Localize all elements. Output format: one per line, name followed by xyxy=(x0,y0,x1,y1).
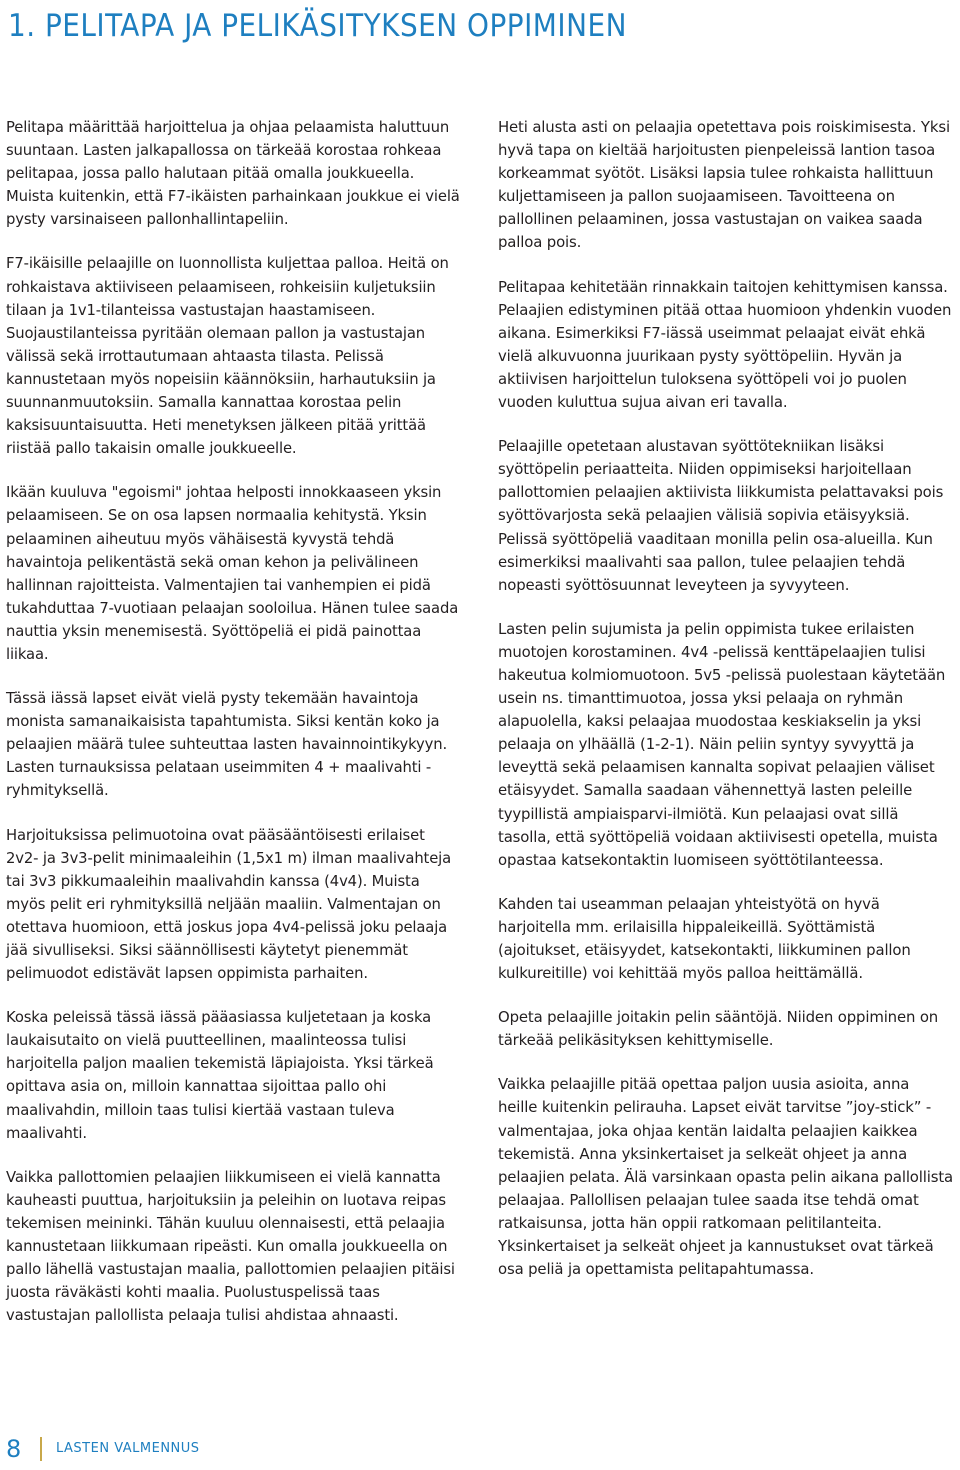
right-column xyxy=(498,116,953,1302)
paragraph: Heti alusta asti on pelaajia opetettava pois roiskimisesta. Yksi hyvä tapa on kieltää harjoitusten pienpeleissä lantion tasoa korkeammat syötöt. Lisäksi lapsia tulee rohkaista hallittuun kuljettamiseen ja pallon suojaamiseen. Tavoitteena on pallollinen pelaaminen, jossa vastustajan on vaikea saada palloa pois. xyxy=(498,118,950,252)
paragraph: Pelitapaa kehitetään rinnakkain taitojen kehittymisen kanssa. Pelaajien edistyminen pitää ottaa huomioon yhdenkin vuoden aikana. Esimerkiksi F7-iässä useimmat pelaajat eivät ehkä vielä alkuvuonna juurikaan pysty syöttöpeliin. Hyvän ja aktiivisen harjoittelun tuloksena syöttöpeli voi jo puolen vuoden kuluttua sujua aivan eri tavalla. xyxy=(498,277,952,412)
paragraph: F7-ikäisille pelaajille on luonnollista kuljettaa palloa. Heitä on rohkaistava aktiiviseen pelaamiseen, rohkeisiin kuljetuksiin tilaan ja 1v1-tilanteissa vastustajan haastamiseen. Suojaustilanteissa pyritään olemaan pallon ja vastustajan välissä sekä irrottautumaan ahtaasta tilasta. Pelissä kannustetaan myös nopeisiin käännöksiin, harhautuksiin ja suunnanmuutoksiin. Samalla kannattaa korostaa pelin kaksisuuntaisuutta. Heti menetyksen jälkeen pitää yrittää riistää pallo takaisin omalle joukkueelle. xyxy=(6,255,449,458)
paragraph: Harjoituksissa pelimuotoina ovat pääsääntöisesti erilaiset 2v2- ja 3v3-pelit minimaaleihin (1,5x1 m) ilman maalivahteja tai 3v3 pikkumaaleihin maalivahdin kanssa (4v4). Muista myös pelit eri ryhmityksillä neljään maaliin. Valmentajan on otettava huomioon, että joskus jopa 4v4-pelissä joku pelaaja jää sivulliseksi. Siksi säännöllisesti käytetyt pienemmät pelimuodot edistävät lapsen oppimista parhaiten. xyxy=(6,826,452,983)
paragraph: Lasten pelin sujumista ja pelin oppimista tukee erilaisten muotojen korostaminen. 4v4 -pelissä kenttäpelaajien tulisi hakeutua kolmiomuotoon. 5v5 -pelissä puolestaan käytetään usein ns. timanttimuotoa, jossa yksi pelaaja on ryhmän alapuolella, kaksi pelaajaa muodostaa keskiakselin ja yksi pelaaja on ylhäällä (1-2-1). Näin peliin syntyy syvyyttä ja leveyttä sekä pelaamisen kannalta sopivat pelaajien väliset etäisyydet. Samalla saadaan vähennettyä lasten peleille tyypillistä ampiaisparvi-ilmiötä. Kun pelaajasi ovat sillä tasolla, että syöttöpeliä voidaan aktiivisesti opetella, muista opastaa katsekontaktin luomiseen syöttötilanteessa. xyxy=(498,619,946,869)
left-column xyxy=(6,116,461,1348)
page-title: 1. PELITAPA JA PELIKÄSITYKSEN OPPIMINEN xyxy=(8,8,627,44)
page-number: 8 xyxy=(6,1435,22,1463)
section-label: LASTEN VALMENNUS xyxy=(56,1441,200,1456)
paragraph: Pelitapa määrittää harjoittelua ja ohjaa pelaamista haluttuun suuntaan. Lasten jalkapallossa on tärkeää korostaa rohkeaa pelitapaa, jossa pallo halutaan pitää omalla joukkueella. Muista kuitenkin, että F7-ikäisten parhainkaan joukkue ei vielä pysty varsinaiseen pallonhallintapeliin. xyxy=(6,119,460,229)
paragraph: Vaikka pallottomien pelaajien liikkumiseen ei vielä kannatta kauheasti puuttua, harjoituksiin ja peleihin on luotava reipas tekemisen meininki. Tähän kuuluu olennaisesti, että pelaajia kannustetaan liikkumaan ripeästi. Kun omalla joukkueella on pallo lähellä vastustajan maalia, pallottomien pelaajien pitäisi juosta räväkästi kohti maalia. Puolustuspelissä taas vastustajan pallollista pelaaja tulisi ahdistaa ahnaasti. xyxy=(6,1168,455,1325)
paragraph: Tässä iässä lapset eivät vielä pysty tekemään havaintoja monista samanaikaisista tapahtumista. Siksi kentän koko ja pelaajien määrä tulee suhteuttaa lasten havainnointikykyyn. Lasten turnauksissa pelataan useimmiten 4 + maalivahti -ryhmityksellä. xyxy=(6,690,447,800)
paragraph: Opeta pelaajille joitakin pelin sääntöjä. Niiden oppiminen on tärkeää pelikäsityksen kehittymiselle. xyxy=(498,1008,939,1050)
paragraph: Koska peleissä tässä iässä pääasiassa kuljetetaan ja koska laukaisutaito on vielä puutteellinen, maalinteossa tulisi harjoitella paljon maalien tekemistä läpiajoista. Yksi tärkeä opittava asia on, milloin kannattaa sijoittaa pallo ohi maalivahdin, milloin taas tulisi kiertää vastaan tuleva maalivahti. xyxy=(6,1009,434,1142)
paragraph: Vaikka pelaajille pitää opettaa paljon uusia asioita, anna heille kuitenkin pelirauha. Lapset eivät tarvitse ”joy-stick” -valmentajaa, joka ohjaa kentän laidalta pelaajien kaikkea tekemistä. Anna yksinkertaiset ja selkeät ohjeet ja anna pelaajien pelata. Älä varsinkaan opasta pelin aikana pallollista pelaajaa. Pallollisen pelaajan tulee saada itse tehdä omat ratkaisunsa, jotta hän oppii ratkomaan pelitilanteita. Yksinkertaiset ja selkeät ohjeet ja kannustukset ovat tärkeä osa peliä ja opettamista pelitapahtumassa. xyxy=(498,1075,954,1279)
paragraph: Pelaajille opetetaan alustavan syöttötekniikan lisäksi syöttöpelin periaatteita. Niiden oppimiseksi harjoitellaan pallottomien pelaajien aktiivista liikkumista pelattavaksi pois syöttövarjosta sekä pelaajien välisiä sopivia etäisyyksiä. Pelissä syöttöpeliä vaaditaan monilla pelin osa-alueilla. Kun esimerkiksi maalivahti saa pallon, tulee pelaajien tehdä nopeasti syöttösuunnat leveyteen ja syvyyteen. xyxy=(498,437,944,594)
footer-divider xyxy=(40,1437,42,1461)
paragraph: Ikään kuuluva "egoismi" johtaa helposti innokkaaseen yksin pelaamiseen. Se on osa lapsen normaalia kehitystä. Yksin pelaaminen aiheutuu myös vähäisestä kyvystä tehdä havaintoja pelikentästä sekä oman kehon ja pelivälineen hallinnan rajoitteista. Valmentajien tai vanhempien ei pidä tukahduttaa 7-vuotiaan pelaajan sooloilua. Hänen tulee saada nauttia yksin menemisestä. Syöttöpeliä ei pidä painottaa liikaa. xyxy=(6,484,459,663)
page-footer xyxy=(6,1434,200,1464)
paragraph: Kahden tai useamman pelaajan yhteistyötä on hyvä harjoitella mm. erilaisilla hippaleikeillä. Syöttämistä (ajoitukset, etäisyydet, katsekontakti, liikkuminen pallon kulkureitille) voi kehittää myös palloa heittämällä. xyxy=(498,894,911,983)
